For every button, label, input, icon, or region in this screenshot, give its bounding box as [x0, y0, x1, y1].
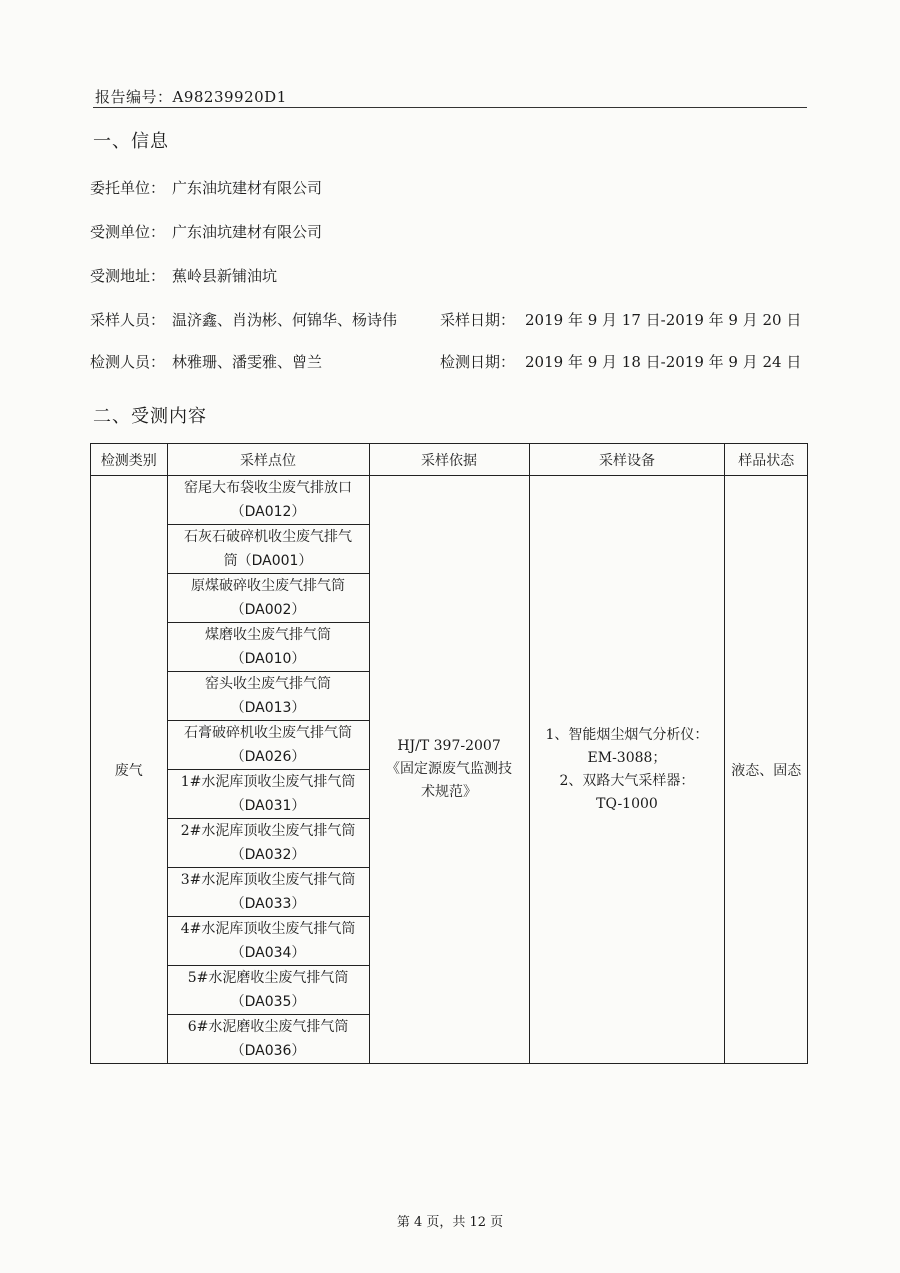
header-category: 检测类别: [91, 444, 168, 476]
basis-cell: [369, 476, 529, 1064]
client-value: 广东油坑建材有限公司: [172, 179, 323, 197]
point-code: （DA031）: [230, 798, 306, 814]
address-row: [90, 266, 277, 286]
point-code: （DA012）: [230, 504, 306, 520]
basis-line: 《固定源废气监测技: [386, 761, 513, 777]
table-row: [91, 476, 808, 525]
point-name: 窑尾大布袋收尘废气排放口: [184, 480, 353, 496]
address-label: 受测地址：: [90, 267, 166, 285]
sample-date-label: 采样日期：: [440, 311, 516, 329]
point-code: （DA002）: [230, 602, 306, 618]
equipment-cell: [529, 476, 725, 1064]
category-cell: 废气: [91, 476, 168, 1064]
point-name: 煤磨收尘废气排气筒: [205, 627, 332, 643]
point-cell: [167, 623, 369, 672]
point-cell: [167, 476, 369, 525]
samplers-label: 采样人员：: [90, 311, 166, 329]
header-state: 样品状态: [725, 444, 808, 476]
test-date-row: [440, 352, 801, 372]
header-equipment: 采样设备: [529, 444, 725, 476]
point-name: 原煤破碎收尘废气排气筒: [191, 578, 346, 594]
point-name: 6#水泥磨收尘废气排气筒: [187, 1019, 349, 1035]
point-code: （DA032）: [230, 847, 306, 863]
point-cell: [167, 917, 369, 966]
point-name: 石膏破碎机收尘废气排气筒: [184, 725, 353, 741]
point-name: 1#水泥库顶收尘废气排气筒: [180, 774, 356, 790]
point-code: （DA034）: [230, 945, 306, 961]
report-number: 报告编号：A98239920D1: [95, 88, 287, 106]
samplers-value: 温济鑫、肖沩彬、何锦华、杨诗伟: [172, 311, 398, 329]
sample-date-row: [440, 310, 801, 330]
testers-value: 林雅珊、潘雯雅、曾兰: [172, 353, 323, 371]
point-code: （DA036）: [230, 1043, 306, 1059]
point-code: （DA035）: [230, 994, 306, 1010]
point-cell: [167, 525, 369, 574]
point-name: 4#水泥库顶收尘废气排气筒: [180, 921, 356, 937]
tested-unit-row: [90, 222, 322, 242]
tested-unit-value: 广东油坑建材有限公司: [172, 223, 323, 241]
address-value: 蕉岭县新铺油坑: [172, 267, 278, 285]
point-name: 石灰石破碎机收尘废气排气: [184, 529, 353, 545]
equipment-line: 2、双路大气采样器：: [559, 772, 695, 789]
point-cell: [167, 770, 369, 819]
section-title-content: 二、受测内容: [93, 406, 207, 427]
header-basis: 采样依据: [369, 444, 529, 476]
page-footer: 第 4 页，共 12 页: [396, 1215, 504, 1230]
tested-unit-label: 受测单位：: [90, 223, 166, 241]
point-cell: [167, 868, 369, 917]
equipment-line: TQ-1000: [596, 795, 658, 812]
test-date-value: 2019 年 9 月 18 日-2019 年 9 月 24 日: [525, 353, 802, 371]
point-code: （DA013）: [230, 700, 306, 716]
basis-line: HJ/T 397-2007: [397, 738, 501, 754]
point-cell: [167, 721, 369, 770]
sampling-table: [90, 443, 808, 1064]
point-cell: [167, 819, 369, 868]
client-label: 委托单位：: [90, 179, 166, 197]
header-point: 采样点位: [167, 444, 369, 476]
basis-line: 术规范》: [421, 784, 478, 800]
point-code: （DA026）: [230, 749, 306, 765]
point-cell: [167, 966, 369, 1015]
testers-label: 检测人员：: [90, 353, 166, 371]
point-cell: [167, 672, 369, 721]
header-divider: [93, 107, 807, 108]
samplers-row: [90, 310, 397, 330]
client-row: [90, 178, 322, 198]
point-code: （DA033）: [230, 896, 306, 912]
test-date-label: 检测日期：: [440, 353, 516, 371]
point-cell: [167, 1015, 369, 1064]
point-cell: [167, 574, 369, 623]
point-code: 筒（DA001）: [223, 553, 313, 569]
point-name: 2#水泥库顶收尘废气排气筒: [180, 823, 356, 839]
equipment-line: EM-3088；: [587, 749, 667, 766]
equipment-line: 1、智能烟尘烟气分析仪：: [545, 726, 709, 743]
point-name: 3#水泥库顶收尘废气排气筒: [180, 872, 356, 888]
point-name: 窑头收尘废气排气筒: [205, 676, 332, 692]
table-header-row: [91, 444, 808, 476]
point-code: （DA010）: [230, 651, 306, 667]
state-cell: 液态、固态: [725, 476, 808, 1064]
section-title-info: 一、信息: [93, 131, 169, 152]
point-name: 5#水泥磨收尘废气排气筒: [187, 970, 349, 986]
testers-row: [90, 352, 322, 372]
sample-date-value: 2019 年 9 月 17 日-2019 年 9 月 20 日: [525, 311, 802, 329]
